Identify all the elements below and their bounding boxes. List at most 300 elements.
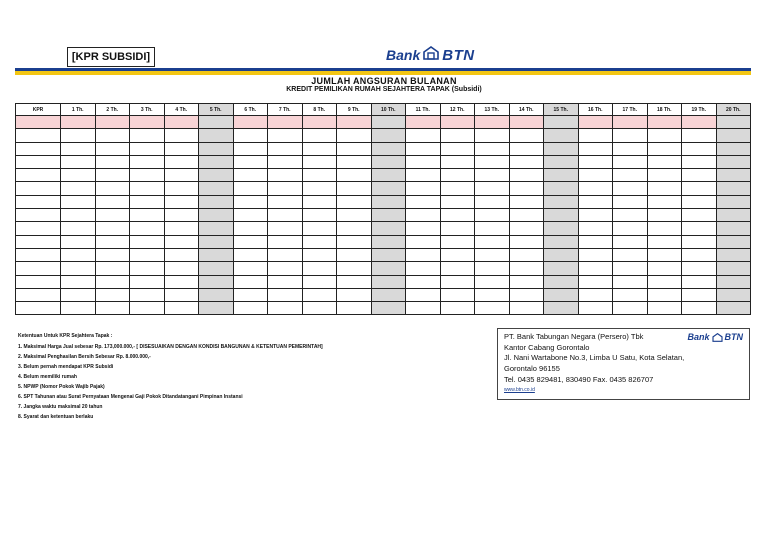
table-cell <box>716 209 751 222</box>
table-cell <box>578 288 613 301</box>
table-cell <box>268 129 303 142</box>
table-cell <box>164 275 199 288</box>
table-cell <box>61 222 96 235</box>
table-cell <box>682 129 717 142</box>
table-cell <box>475 142 510 155</box>
table-cell <box>16 248 61 261</box>
table-cell <box>406 142 441 155</box>
table-cell <box>716 235 751 248</box>
table-cell <box>406 288 441 301</box>
table-cell <box>509 288 544 301</box>
table-cell <box>337 142 372 155</box>
table-cell <box>130 235 165 248</box>
table-cell <box>337 288 372 301</box>
table-cell <box>337 116 372 129</box>
table-cell <box>233 222 268 235</box>
kpr-subsidi-tag: [KPR SUBSIDI] <box>67 47 155 67</box>
table-cell <box>16 129 61 142</box>
table-cell <box>302 116 337 129</box>
table-cell <box>406 182 441 195</box>
table-cell <box>475 235 510 248</box>
table-cell <box>682 155 717 168</box>
table-cell <box>302 155 337 168</box>
notes-item: 1. Maksimal Harga Jual sebesar Rp. 173,000.000,- [ DISESUAIKAN DENGAN KONDISI BANGUNAN & KETENTUAN PEMERINTAH] <box>18 344 323 350</box>
address-line: PT. Bank Tabungan Negara (Persero) Tbk <box>504 332 644 341</box>
table-cell <box>233 262 268 275</box>
table-cell <box>337 129 372 142</box>
table-cell <box>716 182 751 195</box>
address-line: Gorontalo 96155 <box>504 364 560 374</box>
table-cell <box>268 182 303 195</box>
table-cell <box>544 222 579 235</box>
table-cell <box>682 262 717 275</box>
table-cell <box>199 155 234 168</box>
table-cell <box>440 195 475 208</box>
table-cell <box>371 116 406 129</box>
table-cell <box>544 169 579 182</box>
table-cell <box>613 129 648 142</box>
table-cell <box>61 275 96 288</box>
table-cell <box>302 235 337 248</box>
table-cell <box>302 275 337 288</box>
table-cell <box>578 182 613 195</box>
table-cell <box>233 209 268 222</box>
table-cell <box>613 248 648 261</box>
table-cell <box>337 302 372 315</box>
address-logo <box>687 332 743 343</box>
table-cell <box>337 248 372 261</box>
table-cell <box>578 195 613 208</box>
table-cell <box>164 129 199 142</box>
table-cell <box>61 209 96 222</box>
table-cell <box>16 142 61 155</box>
table-row <box>16 275 751 288</box>
table-cell <box>578 222 613 235</box>
column-header: KPR <box>16 104 61 116</box>
table-cell <box>164 169 199 182</box>
table-cell <box>130 182 165 195</box>
table-header-row <box>16 104 751 116</box>
table-cell <box>578 302 613 315</box>
table-cell <box>544 155 579 168</box>
column-header: 1 Th. <box>61 104 96 116</box>
table-cell <box>371 142 406 155</box>
table-cell <box>16 288 61 301</box>
page-title: JUMLAH ANGSURAN BULANAN <box>311 76 457 86</box>
table-cell <box>16 155 61 168</box>
table-cell <box>95 129 130 142</box>
table-cell <box>233 182 268 195</box>
table-cell <box>95 169 130 182</box>
column-header: 9 Th. <box>337 104 372 116</box>
table-cell <box>199 235 234 248</box>
table-cell <box>268 288 303 301</box>
table-cell <box>440 275 475 288</box>
table-cell <box>440 235 475 248</box>
table-cell <box>440 116 475 129</box>
table-cell <box>647 129 682 142</box>
table-row <box>16 142 751 155</box>
table-cell <box>164 248 199 261</box>
table-cell <box>682 195 717 208</box>
table-cell <box>440 248 475 261</box>
table-cell <box>130 262 165 275</box>
table-cell <box>682 302 717 315</box>
table-cell <box>682 116 717 129</box>
table-cell <box>164 155 199 168</box>
table-cell <box>544 302 579 315</box>
table-cell <box>130 155 165 168</box>
table-cell <box>578 142 613 155</box>
table-cell <box>647 195 682 208</box>
notes-item: 4. Belum memiliki rumah <box>18 374 77 380</box>
table-cell <box>61 302 96 315</box>
table-cell <box>509 235 544 248</box>
table-cell <box>268 262 303 275</box>
table-cell <box>268 142 303 155</box>
table-cell <box>647 222 682 235</box>
column-header: 20 Th. <box>716 104 751 116</box>
table-cell <box>302 288 337 301</box>
table-cell <box>544 248 579 261</box>
table-cell <box>406 195 441 208</box>
installment-table <box>15 103 751 315</box>
table-cell <box>371 248 406 261</box>
table-cell <box>613 235 648 248</box>
table-cell <box>164 262 199 275</box>
table-cell <box>233 195 268 208</box>
table-cell <box>613 222 648 235</box>
website-link[interactable]: www.btn.co.id <box>504 386 535 393</box>
table-cell <box>647 169 682 182</box>
notes-item: 6. SPT Tahunan atau Surat Pernyataan Mengenai Gaji Pokok Ditandatangani Pimpinan Instansi <box>18 394 243 400</box>
table-cell <box>130 195 165 208</box>
table-cell <box>61 288 96 301</box>
table-cell <box>16 222 61 235</box>
table-cell <box>578 235 613 248</box>
table-cell <box>716 142 751 155</box>
table-cell <box>233 116 268 129</box>
table-cell <box>95 235 130 248</box>
table-cell <box>475 116 510 129</box>
table-cell <box>16 116 61 129</box>
table-cell <box>613 209 648 222</box>
table-cell <box>613 195 648 208</box>
table-cell <box>716 129 751 142</box>
table-cell <box>647 182 682 195</box>
table-cell <box>268 248 303 261</box>
address-logo-btn: BTN <box>724 332 743 342</box>
table-cell <box>716 116 751 129</box>
table-cell <box>406 169 441 182</box>
table-cell <box>16 262 61 275</box>
table-cell <box>95 302 130 315</box>
table-cell <box>509 195 544 208</box>
table-cell <box>16 169 61 182</box>
table-cell <box>544 275 579 288</box>
table-cell <box>199 129 234 142</box>
table-cell <box>61 262 96 275</box>
column-header: 14 Th. <box>509 104 544 116</box>
table-row <box>16 129 751 142</box>
table-cell <box>647 248 682 261</box>
table-cell <box>302 262 337 275</box>
table-cell <box>130 222 165 235</box>
table-row <box>16 302 751 315</box>
table-cell <box>613 182 648 195</box>
column-header: 6 Th. <box>233 104 268 116</box>
logo-btn-text: BTN <box>442 46 475 64</box>
column-header: 17 Th. <box>613 104 648 116</box>
table-cell <box>544 262 579 275</box>
table-cell <box>95 209 130 222</box>
table-cell <box>302 142 337 155</box>
table-cell <box>509 169 544 182</box>
table-cell <box>682 288 717 301</box>
table-cell <box>509 142 544 155</box>
table-cell <box>268 209 303 222</box>
table-cell <box>130 116 165 129</box>
table-cell <box>682 248 717 261</box>
notes-item: 5. NPWP (Nomor Pokok Wajib Pajak) <box>18 384 105 390</box>
address-logo-bank: Bank <box>687 332 710 342</box>
table-cell <box>233 142 268 155</box>
table-row <box>16 222 751 235</box>
table-cell <box>544 209 579 222</box>
table-row <box>16 155 751 168</box>
table-cell <box>130 169 165 182</box>
table-cell <box>647 155 682 168</box>
table-cell <box>475 222 510 235</box>
table-cell <box>475 182 510 195</box>
table-cell <box>544 129 579 142</box>
table-row <box>16 182 751 195</box>
table-cell <box>406 275 441 288</box>
table-cell <box>337 222 372 235</box>
table-cell <box>233 129 268 142</box>
table-cell <box>406 222 441 235</box>
table-cell <box>337 275 372 288</box>
table-cell <box>440 129 475 142</box>
table-row <box>16 235 751 248</box>
table-cell <box>233 235 268 248</box>
table-cell <box>682 235 717 248</box>
table-cell <box>16 235 61 248</box>
requirements-notes <box>18 331 323 422</box>
column-header: 12 Th. <box>440 104 475 116</box>
table-cell <box>440 155 475 168</box>
table-cell <box>440 222 475 235</box>
house-icon <box>423 46 439 65</box>
table-cell <box>199 288 234 301</box>
table-cell <box>509 116 544 129</box>
table-cell <box>302 129 337 142</box>
house-icon <box>712 333 723 342</box>
table-cell <box>371 235 406 248</box>
table-cell <box>302 182 337 195</box>
table-cell <box>337 169 372 182</box>
table-cell <box>268 302 303 315</box>
table-cell <box>337 182 372 195</box>
logo-bank-text: Bank <box>386 47 421 63</box>
table-row <box>16 195 751 208</box>
table-cell <box>61 142 96 155</box>
bank-btn-logo <box>386 46 475 64</box>
table-row <box>16 169 751 182</box>
table-cell <box>371 222 406 235</box>
table-cell <box>682 182 717 195</box>
table-cell <box>475 302 510 315</box>
table-cell <box>440 302 475 315</box>
table-cell <box>268 222 303 235</box>
table-cell <box>268 235 303 248</box>
table-cell <box>475 275 510 288</box>
table-cell <box>95 288 130 301</box>
table-cell <box>95 155 130 168</box>
table-cell <box>406 248 441 261</box>
table-cell <box>371 155 406 168</box>
table-cell <box>130 209 165 222</box>
table-cell <box>475 288 510 301</box>
table-cell <box>199 275 234 288</box>
table-cell <box>199 302 234 315</box>
table-row <box>16 248 751 261</box>
table-cell <box>544 116 579 129</box>
table-cell <box>440 262 475 275</box>
table-cell <box>613 155 648 168</box>
table-cell <box>164 182 199 195</box>
table-cell <box>371 129 406 142</box>
table-cell <box>578 209 613 222</box>
column-header: 4 Th. <box>164 104 199 116</box>
table-cell <box>578 248 613 261</box>
table-cell <box>302 248 337 261</box>
table-cell <box>578 155 613 168</box>
table-cell <box>647 116 682 129</box>
column-header: 2 Th. <box>95 104 130 116</box>
table-cell <box>130 275 165 288</box>
table-cell <box>199 195 234 208</box>
table-cell <box>61 129 96 142</box>
table-cell <box>716 155 751 168</box>
table-cell <box>61 169 96 182</box>
page-subtitle: KREDIT PEMILIKAN RUMAH SEJAHTERA TAPAK (Subsidi) <box>286 86 482 93</box>
table-cell <box>440 209 475 222</box>
table-cell <box>95 182 130 195</box>
table-cell <box>233 275 268 288</box>
table-cell <box>164 209 199 222</box>
table-cell <box>337 262 372 275</box>
table-cell <box>578 116 613 129</box>
table-cell <box>613 302 648 315</box>
table-cell <box>268 116 303 129</box>
table-cell <box>716 222 751 235</box>
table-cell <box>682 169 717 182</box>
table-cell <box>164 235 199 248</box>
table-row <box>16 262 751 275</box>
table-cell <box>509 182 544 195</box>
table-cell <box>475 262 510 275</box>
column-header: 15 Th. <box>544 104 579 116</box>
table-cell <box>302 222 337 235</box>
column-header: 10 Th. <box>371 104 406 116</box>
table-cell <box>716 248 751 261</box>
column-header: 3 Th. <box>130 104 165 116</box>
table-cell <box>371 262 406 275</box>
table-cell <box>199 262 234 275</box>
table-cell <box>95 195 130 208</box>
table-cell <box>371 209 406 222</box>
branch-address-box <box>497 328 750 400</box>
table-cell <box>371 195 406 208</box>
table-cell <box>475 155 510 168</box>
table-cell <box>95 222 130 235</box>
table-cell <box>716 195 751 208</box>
table-cell <box>337 209 372 222</box>
notes-item: 8. Syarat dan ketentuan berlaku <box>18 414 94 420</box>
table-cell <box>475 209 510 222</box>
table-cell <box>647 288 682 301</box>
table-cell <box>613 142 648 155</box>
table-cell <box>544 182 579 195</box>
table-cell <box>164 302 199 315</box>
table-cell <box>164 222 199 235</box>
notes-item: 3. Belum pernah mendapat KPR Subsidi <box>18 364 114 370</box>
column-header: 16 Th. <box>578 104 613 116</box>
table-cell <box>95 275 130 288</box>
table-cell <box>475 169 510 182</box>
table-cell <box>716 169 751 182</box>
table-cell <box>130 288 165 301</box>
table-cell <box>199 209 234 222</box>
table-cell <box>509 155 544 168</box>
table-cell <box>61 235 96 248</box>
table-cell <box>164 116 199 129</box>
table-cell <box>268 169 303 182</box>
table-cell <box>16 182 61 195</box>
table-cell <box>578 129 613 142</box>
table-cell <box>16 302 61 315</box>
table-cell <box>509 262 544 275</box>
table-cell <box>509 248 544 261</box>
table-cell <box>613 288 648 301</box>
table-cell <box>716 275 751 288</box>
table-cell <box>268 155 303 168</box>
table-cell <box>371 302 406 315</box>
notes-item: 7. Jangka waktu maksimal 20 tahun <box>18 404 103 410</box>
table-cell <box>578 262 613 275</box>
table-cell <box>164 142 199 155</box>
column-header: 18 Th. <box>647 104 682 116</box>
table-cell <box>578 169 613 182</box>
table-cell <box>371 288 406 301</box>
table-cell <box>61 116 96 129</box>
table-cell <box>302 195 337 208</box>
table-cell <box>233 169 268 182</box>
column-header: 5 Th. <box>199 104 234 116</box>
table-cell <box>16 209 61 222</box>
table-cell <box>233 288 268 301</box>
table-cell <box>613 262 648 275</box>
table-cell <box>440 169 475 182</box>
table-cell <box>130 129 165 142</box>
table-cell <box>544 288 579 301</box>
table-cell <box>440 288 475 301</box>
table-cell <box>406 155 441 168</box>
table-cell <box>406 209 441 222</box>
table-cell <box>682 209 717 222</box>
table-cell <box>61 155 96 168</box>
